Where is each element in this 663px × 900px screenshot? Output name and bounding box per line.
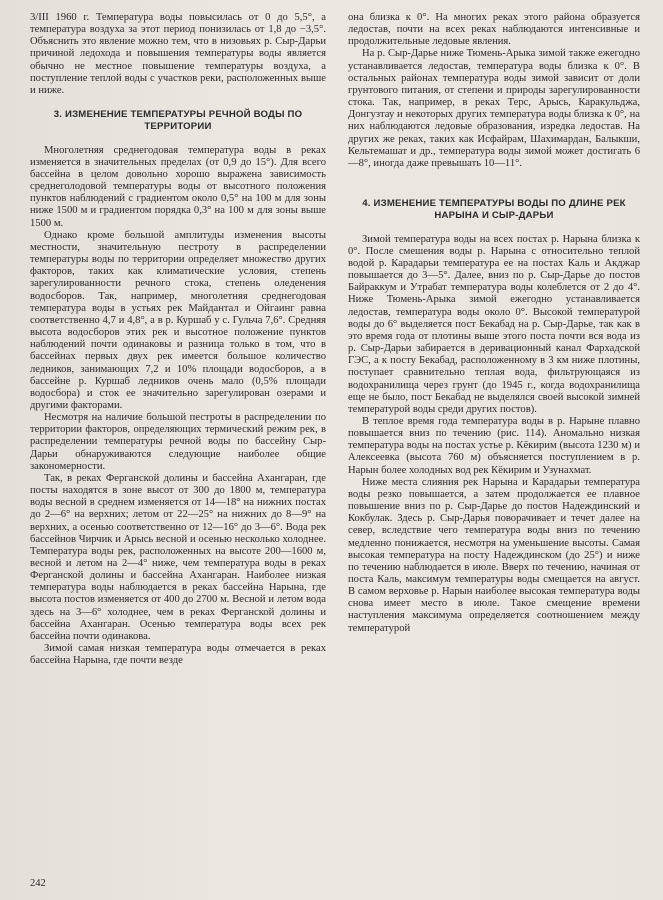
- paragraph: 3/III 1960 г. Температура воды повысилась от 0 до 5,5°, а температура воздуха за этот период понизилась от 1,8 до −3,5°. Объяснить это явление можно тем, что в низовьях р. Сыр-Дарьи причиной ледохода и повышения температуры воды является обычно не местное повышение температуры воздуха, а поступление теплой воды с участков реки, расположенных выше и ниже.: [30, 12, 326, 96]
- page-number: 242: [30, 878, 46, 889]
- paragraph: Однако кроме большой амплитуды изменения высоты местности, значительную пестроту в распределении температуры воды по территории определяет множество других факторов, таких как климатические условия, степень зарегулированности речного стока, степень оледенения водосборов. Так, например, многолетняя среднегодовая температура воды в устьях рек Майдантал и Ойгаинг равна соответственно 4,7 и 4,8°, а в р. Куршаб у с. Гульча 7,6°. Средняя высота водосборов этих рек и высотное положение пунктов наблюдений почти одинаковы и разница только в том, что в бассейнах первых двух рек имеется большое количество ледников, занимающих 7,2 и 10% площади водосборов, а в бассейне р. Куршаб ледников очень мало (0,5% площади водосбора) и сток ее значительно зарегулирован озерами и другими факторами.: [30, 229, 326, 411]
- paragraph: Так, в реках Ферганской долины и бассейна Ахангаран, где посты находятся в зоне высот от 300 до 1800 м, температура воды весной в среднем изменяется от 14—18° на нижних постах до 2—6° на верхних; летом от 22—25° на нижних до 8—9° на верхних, а осенью соответственно от 12—16° до 3—6°. Вода рек бассейнов Чирчик и Арысь весной и осенью несколько холоднее. Температура воды рек, расположенных на высоте 200—1600 м, весной и летом на 2—4° ниже, чем температура воды в реках Ферганской долины и бассейна Ахангаран. Наиболее низкая температура воды наблюдается в реках бассейна Нарына, где высота постов изменяется от 400 до 2700 м. Весной и летом вода здесь на 3—6° холоднее, чем в реках Ферганской долины и бассейна Ахангаран. Осенью температура воды всех рек бассейна почти одинакова.: [30, 472, 326, 642]
- right-column: [348, 12, 640, 635]
- paragraph: она близка к 0°. На многих реках этого района образуется ледостав, почти на всех реках наблюдаются интенсивные и продолжительные ледовые явления.: [348, 12, 640, 48]
- paragraph: Зимой самая низкая температура воды отмечается в реках бассейна Нарына, где почти везде: [30, 643, 326, 667]
- paragraph: Зимой температура воды на всех постах р. Нарына близка к 0°. После смешения воды р. Нарына с относительно теплой водой р. Карадарьи температура ее на постах Каль и Акджар повышается до 3—5°. Далее, вниз по р. Сыр-Дарье до постов Байраккум и Утрабат температура воды колеблется от 2 до 4°. Ниже Тюмень-Арыка зимой ежегодно устанавливается ледостав, температура воды около 0°. Высокой температурой воды до 6° выделяется пост Бекабад на р. Сыр-Дарье, так как в это время года от плотины выше этого поста почти вся вода из р. Сыр-Дарьи забирается в деривационный канал Фархадской ГЭС, а к посту Бекабад, расположенному в 3 км ниже плотины, поступает сравнительно теплая вода, фильтрующаяся из водохранилища через грунт (до 1945 г., когда водохранилища еще не было, пост Бекабад не выделялся своей высокой зимней температурой воды среди других постов).: [348, 233, 640, 415]
- paragraph: На р. Сыр-Дарье ниже Тюмень-Арыка зимой также ежегодно устанавливается ледостав, температура воды близка к 0°. В остальных районах температура воды зимой зависит от доли грунтового питания, от степени и природы зарегулированности стока. Так, например, в реках Терс, Арысь, Каракульджа, Донгузтау и некоторых других температура воды близка к 0°, на них наблюдаются ледовые образования, изредка ледостав. На других же реках, таких как Исфайрам, Шахимардан, Балыкши, Кельтемашат и др., температура воды зимой может достигать 6—8°, иногда даже превышать 10—11°.: [348, 48, 640, 169]
- paragraph: Ниже места слияния рек Нарына и Карадарьи температура воды резко повышается, а затем продолжается ее плавное повышение вниз по р. Сыр-Дарье до постов Надеждинский и Кокбулак. Здесь р. Сыр-Дарья поворачивает и течет далее на север, вследствие чего температура воды вниз по течению медленно понижается, несмотря на уменьшение высоты. Самая высокая температура на посту Надеждинском (до 25°) и ниже по течению наблюдается в июле. Вверх по течению, начиная от поста Каль, максимум температуры воды смещается на август. В самом верховье р. Нарын наиболее высокая температура воды снова имеет место в июле. Такое смещение времени наступления максимума определяется соотношением между температурой: [348, 476, 640, 634]
- left-column: [30, 12, 326, 667]
- paragraph: Несмотря на наличие большой пестроты в распределении по территории факторов, определяющих термический режим рек, в распределении температуры речной воды по бассейну Сыр-Дарьи обнаруживаются следующие наиболее общие закономерности.: [30, 412, 326, 472]
- section-heading: 3. ИЗМЕНЕНИЕ ТЕМПЕРАТУРЫ РЕЧНОЙ ВОДЫ ПО ТЕРРИТОРИИ: [53, 109, 303, 132]
- section-heading: 4. ИЗМЕНЕНИЕ ТЕМПЕРАТУРЫ ВОДЫ ПО ДЛИНЕ РЕК НАРЫНА И СЫР-ДАРЬИ: [362, 198, 626, 221]
- paragraph: В теплое время года температура воды в р. Нарыне плавно повышается вниз по течению (рис. 114). Аномально низкая температура воды на постах устье р. Кёкирим (высота 1230 м) и Алексеевка (высота 760 м) объясняется поступлением в р. Нарын более холодных вод рек Кёкирим и Узунахмат.: [348, 415, 640, 476]
- paragraph: Многолетняя среднегодовая температура воды в реках изменяется в значительных пределах (от 0,9 до 15°). Для всего бассейна в целом довольно хорошо выражена зависимость среднеголодовой температуры воды от высотного положения пунктов наблюдений с градиентом около 0,5° на 100 м для зоны ниже 1500 м и градиентом порядка 0,3° на 100 м для зоны выше 1500 м.: [30, 144, 326, 229]
